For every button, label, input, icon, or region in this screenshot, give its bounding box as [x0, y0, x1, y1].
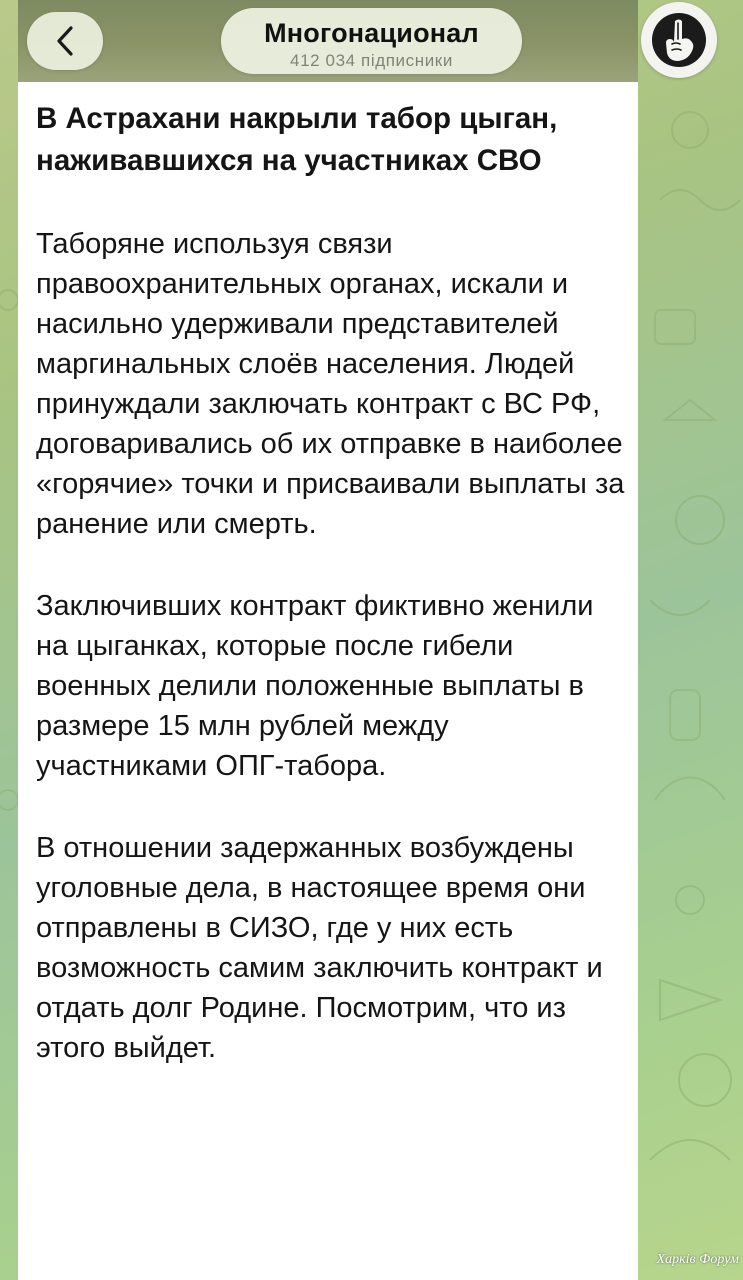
message-bubble	[18, 82, 638, 1280]
post-headline: В Астрахани накрыли табор цыган, наживавшихся на участниках СВО	[36, 102, 558, 177]
subscriber-count: 412 034 підписники	[290, 51, 453, 70]
channel-title-button[interactable]	[221, 8, 522, 74]
back-button[interactable]	[27, 12, 103, 70]
post-paragraph: Таборяне используя связи правоохранительных органах, искали и насильно удерживали представителей маргинальных слоёв населения. Людей принуждали заключать контракт с ВС РФ, договаривались об их отправке в наиболее «горячие» точки и присваивали выплаты за ранение или смерть.	[36, 228, 625, 540]
message-text	[36, 98, 626, 1068]
raised-finger-hand-icon	[650, 11, 708, 69]
post-paragraph: В отношении задержанных возбуждены уголовные дела, в настоящее время они отправлены в СИЗО, где у них есть возможность самим заключить контракт и отдать долг Родине. Посмотрим, что из этого выйдет.	[36, 832, 603, 1064]
post-paragraph: Заключивших контракт фиктивно женили на цыганках, которые после гибели военных делили положенные выплаты в размере 15 млн рублей между участниками ОПГ-табора.	[36, 590, 594, 782]
watermark: Харків Форум	[656, 1252, 739, 1267]
chevron-left-icon	[53, 24, 77, 58]
channel-avatar[interactable]	[641, 2, 717, 78]
channel-name: Многонационал	[264, 18, 479, 48]
channel-header	[0, 0, 743, 82]
